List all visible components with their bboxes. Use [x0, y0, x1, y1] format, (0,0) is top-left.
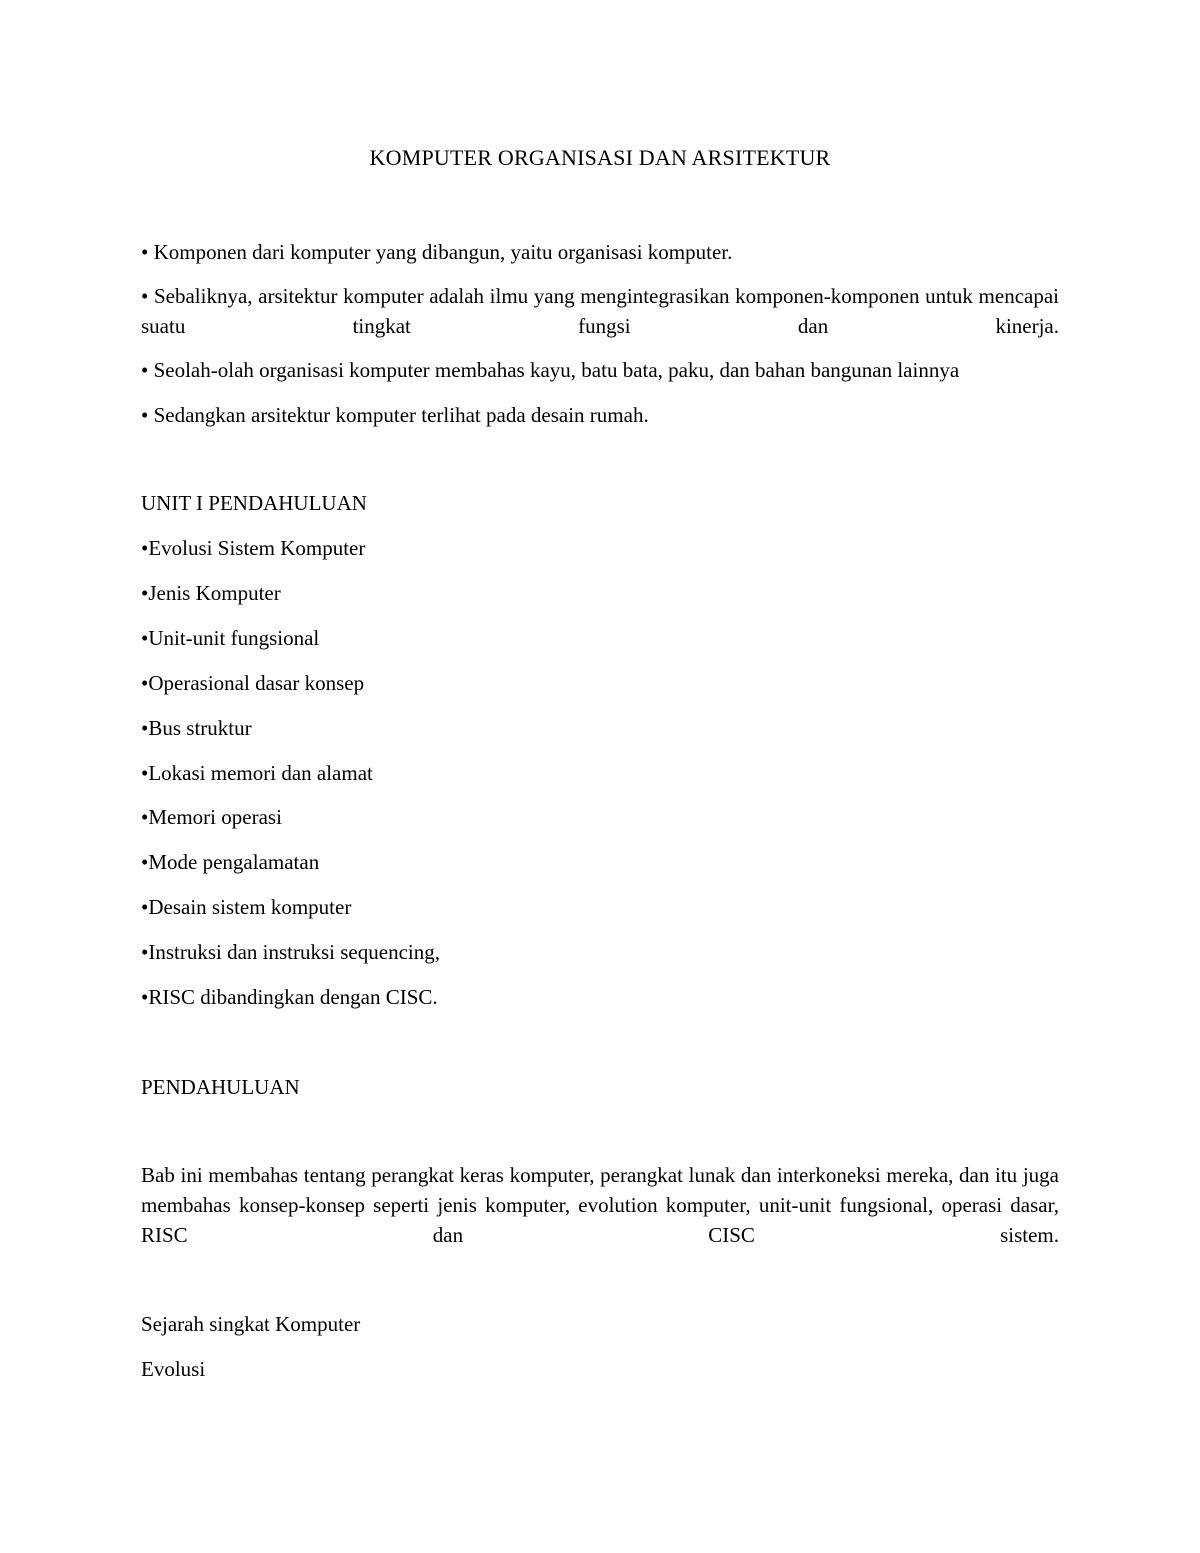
- unit-item: •Bus struktur: [141, 716, 252, 740]
- intro-bullet-3: • Seolah-olah organisasi komputer membahas kayu, batu bata, paku, dan bahan bangunan lainnya: [141, 358, 960, 382]
- unit-item: •Desain sistem komputer: [141, 895, 352, 919]
- history-heading: Sejarah singkat Komputer: [141, 1312, 361, 1336]
- document-page: [141, 0, 1059, 1553]
- unit-item: •Evolusi Sistem Komputer: [141, 536, 366, 560]
- unit-heading: UNIT I PENDAHULUAN: [141, 491, 367, 515]
- section-heading: PENDAHULUAN: [141, 1075, 300, 1099]
- section-paragraph: Bab ini membahas tentang perangkat keras komputer, perangkat lunak dan interkoneksi mereka, dan itu juga membahas konsep-konsep seperti jenis komputer, evolution komputer, unit-unit fungsional, operasi dasar, RISC dan CISC sistem.: [141, 1163, 1059, 1247]
- intro-bullet-2: • Sebaliknya, arsitektur komputer adalah ilmu yang mengintegrasikan komponen-komponen untuk mencapai suatu tingkat fungsi dan kinerja.: [141, 284, 1059, 338]
- intro-bullet-4: • Sedangkan arsitektur komputer terlihat pada desain rumah.: [141, 403, 649, 427]
- unit-item: •RISC dibandingkan dengan CISC.: [141, 985, 438, 1009]
- unit-item: •Instruksi dan instruksi sequencing,: [141, 940, 440, 964]
- unit-item: •Operasional dasar konsep: [141, 671, 365, 695]
- document-title: KOMPUTER ORGANISASI DAN ARSITEKTUR: [369, 145, 831, 170]
- evolution-heading: Evolusi: [141, 1357, 206, 1381]
- unit-item: •Unit-unit fungsional: [141, 626, 320, 650]
- unit-item: •Jenis Komputer: [141, 581, 281, 605]
- unit-item: •Memori operasi: [141, 805, 282, 829]
- unit-item: •Lokasi memori dan alamat: [141, 761, 373, 785]
- unit-item: •Mode pengalamatan: [141, 850, 320, 874]
- intro-bullet-1: • Komponen dari komputer yang dibangun, yaitu organisasi komputer.: [141, 240, 733, 264]
